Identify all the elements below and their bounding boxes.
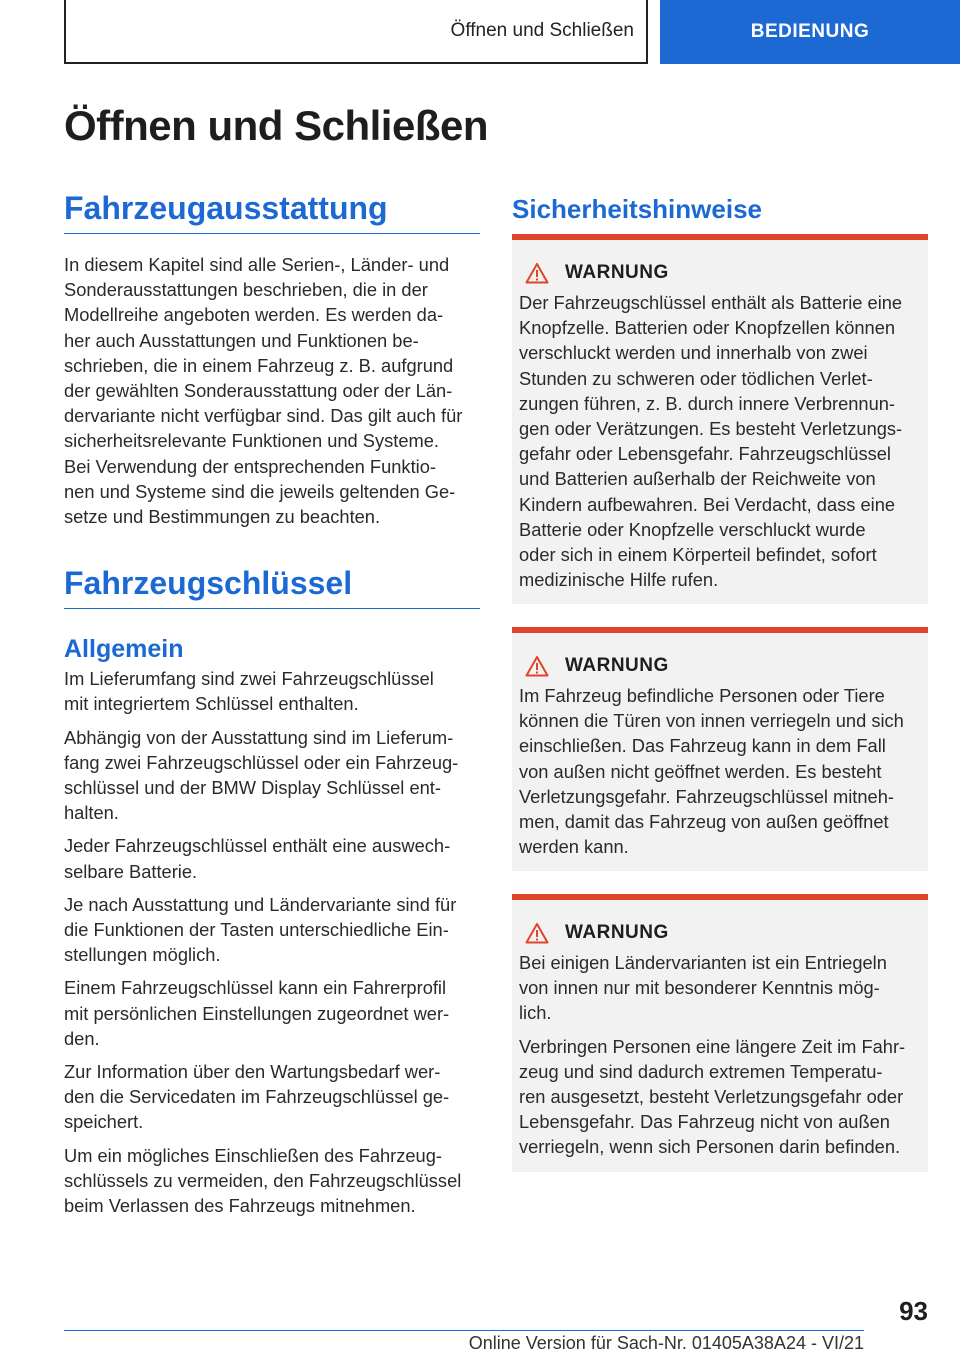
text-line: verschluckt werden und innerhalb von zwei	[519, 342, 868, 364]
warning-text	[519, 683, 921, 859]
text-line: mit persönlichen Einstellungen zugeordnet wer-	[64, 1002, 450, 1024]
text-line: fang zwei Fahrzeugschlüssel oder ein Fahrzeug-	[64, 751, 459, 773]
text-line: schlüssel und der BMW Display Schlüssel ent-	[64, 777, 441, 799]
footer-version-text: Online Version für Sach-Nr. 01405A38A24 - VI/21	[468, 1333, 864, 1353]
ausstattung-text	[64, 252, 480, 529]
section-heading-schluessel: Fahrzeugschlüssel	[64, 565, 480, 609]
text-line: selbare Batterie.	[64, 860, 198, 882]
text-line: Je nach Ausstattung und Ländervariante sind für	[64, 893, 457, 915]
text-line: ren ausgesetzt, besteht Verletzungsgefahr oder	[519, 1086, 904, 1108]
text-line: oder sich in einem Körperteil befindet, sofort	[519, 544, 877, 566]
paragraph	[64, 892, 480, 968]
warning-triangle-icon	[525, 262, 549, 284]
header-chapter-box	[64, 0, 648, 64]
text-line: Der Fahrzeugschlüssel enthält als Batterie eine	[519, 292, 903, 313]
text-line: gen oder Verätzungen. Es besteht Verletzungs-	[519, 418, 903, 440]
text-line: können die Türen von innen verriegeln und sich	[519, 710, 904, 732]
text-line: zungen führen, z. B. durch innere Verbrennun-	[519, 392, 896, 414]
warning-header	[519, 262, 921, 284]
header-section-label: BEDIENUNG	[750, 21, 870, 42]
paragraph	[64, 1143, 480, 1219]
section-heading-ausstattung: Fahrzeugausstattung	[64, 190, 480, 234]
text-line: setze und Bestimmungen zu beachten.	[64, 506, 381, 528]
text-line: nen und Systeme sind die jeweils geltenden Ge-	[64, 480, 456, 502]
warning-triangle-icon	[525, 922, 549, 944]
text-line: men, damit das Fahrzeug von außen geöffnet	[519, 811, 889, 833]
text-line: gefahr oder Lebensgefahr. Fahrzeugschlüssel	[519, 443, 891, 465]
text-line: her auch Ausstattungen und Funktionen be-	[64, 329, 419, 351]
text-line: In diesem Kapitel sind alle Serien-, Länder- und	[64, 254, 450, 275]
text-line: medizinische Hilfe rufen.	[519, 569, 719, 591]
page-number: 93	[899, 1296, 928, 1326]
warning-box	[512, 894, 928, 1172]
text-line: Im Lieferumfang sind zwei Fahrzeugschlüssel	[64, 668, 434, 690]
text-line: werden kann.	[519, 836, 629, 858]
warning-label: WARNUNG	[565, 922, 669, 943]
text-line: Verletzungsgefahr. Fahrzeugschlüssel mitneh-	[519, 785, 894, 807]
warning-box	[512, 627, 928, 871]
text-line: von außen nicht geöffnet werden. Es besteht	[519, 760, 882, 782]
text-line: lich.	[519, 1002, 552, 1024]
text-line: schlüssels zu vermeiden, den Fahrzeugschlüssel	[64, 1169, 462, 1191]
text-line: Lebensgefahr. Das Fahrzeug nicht von außen	[519, 1111, 890, 1133]
text-line: schrieben, die in einem Fahrzeug z. B. aufgrund	[64, 354, 454, 376]
header-section-tab	[660, 0, 960, 64]
text-line: Jeder Fahrzeugschlüssel enthält eine auswech-	[64, 835, 451, 857]
text-line: verriegeln, wenn sich Personen darin befinden.	[519, 1136, 901, 1158]
footer-divider	[64, 1330, 864, 1331]
text-line: Verbringen Personen eine längere Zeit im Fahr-	[519, 1035, 906, 1057]
paragraph	[64, 833, 480, 883]
text-line: die Funktionen der Tasten unterschiedliche Ein-	[64, 919, 449, 941]
subheading-allgemein: Allgemein	[64, 635, 184, 664]
text-line: dervariante nicht verfügbar sind. Das gilt auch für	[64, 405, 463, 427]
right-column	[512, 190, 928, 1158]
text-line: den.	[64, 1027, 100, 1049]
text-line: Zur Information über den Wartungsbedarf wer-	[64, 1061, 441, 1083]
text-line: Sonderausstattungen beschrieben, die in der	[64, 279, 428, 301]
paragraph	[64, 975, 480, 1051]
paragraph	[64, 725, 480, 826]
left-column	[64, 190, 480, 1218]
text-line: halten.	[64, 802, 119, 824]
text-line: sicherheitsrelevante Funktionen und Systeme.	[64, 430, 439, 452]
warning-text	[519, 950, 921, 1026]
text-line: Kindern aufbewahren. Bei Verdacht, dass eine	[519, 493, 896, 515]
warning-box	[512, 234, 928, 604]
text-line: Knopfzelle. Batterien oder Knopfzellen können	[519, 317, 896, 339]
text-line: Abhängig von der Ausstattung sind im Lieferum-	[64, 726, 454, 748]
header-chapter-title: Öffnen und Schließen	[450, 20, 634, 41]
text-line: beim Verlassen des Fahrzeugs mitnehmen.	[64, 1195, 416, 1217]
text-line: Bei einigen Ländervarianten ist ein Entriegeln	[519, 952, 887, 973]
text-line: Bei Verwendung der entsprechenden Funktio-	[64, 455, 436, 477]
warning-header	[519, 655, 921, 677]
text-line: Batterie oder Knopfzelle verschluckt wurde	[519, 518, 866, 540]
text-line: Einem Fahrzeugschlüssel kann ein Fahrerprofil	[64, 977, 447, 999]
section-heading-sicherheitshinweise: Sicherheitshinweise	[512, 194, 762, 224]
paragraph	[64, 666, 480, 716]
warning-text	[519, 290, 921, 592]
warning-triangle-icon	[525, 655, 549, 677]
text-line: Modellreihe angeboten werden. Es werden da-	[64, 304, 444, 326]
paragraph	[64, 1059, 480, 1135]
text-line: zeug und sind dadurch extremen Temperatu-	[519, 1060, 883, 1082]
warning-header	[519, 922, 921, 944]
text-line: mit integriertem Schlüssel enthalten.	[64, 693, 359, 715]
page-title: Öffnen und Schließen	[64, 102, 489, 149]
text-line: einschließen. Das Fahrzeug kann in dem Fall	[519, 735, 886, 757]
text-line: und Batterien außerhalb der Reichweite von	[519, 468, 876, 490]
text-line: Um ein mögliches Einschließen des Fahrzeug-	[64, 1144, 442, 1166]
text-line: der gewählten Sonderausstattung oder der Län-	[64, 380, 453, 402]
text-line: speichert.	[64, 1111, 144, 1133]
warning-label: WARNUNG	[565, 262, 669, 283]
text-line: stellungen möglich.	[64, 944, 221, 966]
warning-label: WARNUNG	[565, 655, 669, 676]
text-line: den die Servicedaten im Fahrzeugschlüssel ge-	[64, 1086, 450, 1108]
text-line: Im Fahrzeug befindliche Personen oder Tiere	[519, 685, 885, 706]
text-line: von innen nur mit besonderer Kenntnis mög-	[519, 977, 880, 999]
warning-text	[519, 1034, 921, 1160]
text-line: Stunden zu schweren oder tödlichen Verlet-	[519, 367, 873, 389]
